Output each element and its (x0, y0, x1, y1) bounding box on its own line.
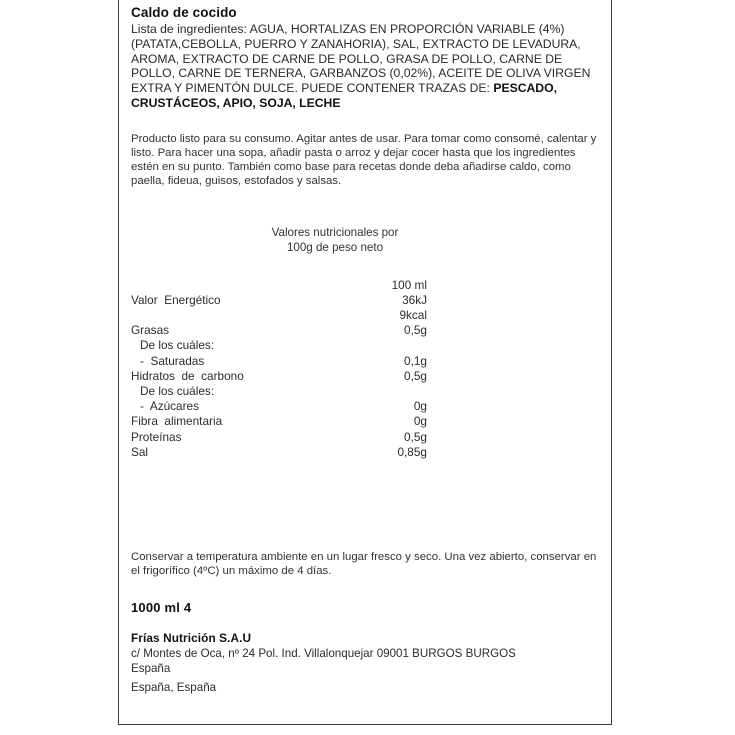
nutrition-row-value: 36kJ (402, 292, 427, 307)
nutrition-row-label (131, 278, 356, 293)
nutrition-row-value: 0,5g (404, 323, 427, 338)
nutrition-row-label: Valor Energético (131, 292, 221, 307)
company-country: España (131, 662, 171, 675)
nutrition-facts-table (131, 278, 427, 460)
net-volume: 1000 ml 4 (131, 600, 192, 615)
table-row (131, 414, 427, 429)
nutrition-row-value: 0g (413, 414, 427, 429)
table-row (131, 338, 427, 353)
nutrition-row-label: Proteínas (131, 429, 182, 444)
table-row (131, 293, 427, 308)
preparation-instructions: Producto listo para su consumo. Agitar antes de usar. Para tomar como consomé, calentar y listo. Para hacer una sopa, añadir pasta o arroz y dejar cocer hasta que los ingredientes estén en su punto. También como base para recetas donde deba añadirse caldo, como paella, fideua, guisos, estofados y salsas. (131, 132, 597, 188)
nutrition-row-value: 0,1g (404, 353, 427, 368)
manufacturer-block (131, 631, 601, 695)
allergen-list: PESCADO, CRUSTÁCEOS, APIO, SOJA, LECHE (131, 81, 557, 110)
ingredients-text: Lista de ingredientes: AGUA, HORTALIZAS EN PROPORCIÓN VARIABLE (4%) (PATATA,CEBOLLA, PUERRO Y ZANAHORIA), SAL, EXTRACTO DE LEVADURA, AROMA, EXTRACTO DE CARNE DE POLLO, GRASA DE POLLO, CARNE DE POLLO, CARNE DE TERNERA, GARBANZOS (0,02%), ACEITE DE OLIVA VIRGEN EXTRA Y PIMENTÓN DULCE. PUEDE CONTENER TRAZAS DE: (131, 22, 591, 96)
nutrition-row-label: - Azúcares (140, 399, 200, 414)
nutrition-row-label: De los cuáles: (140, 338, 215, 353)
nutrition-row-value: 9kcal (399, 308, 427, 322)
nutrition-row-label: Fibra alimentaria (131, 414, 223, 429)
nutrition-column-header: 100 ml (391, 277, 427, 292)
table-row (131, 369, 427, 384)
table-row (131, 430, 427, 445)
table-row-column-header (131, 278, 427, 293)
nutrition-table-body (131, 278, 427, 460)
nutrition-header-line-2: 100g de peso neto (286, 241, 384, 255)
nutrition-header (127, 225, 603, 256)
nutrition-row-label: Grasas (131, 323, 170, 338)
nutrition-row-label: Hidratos de carbono (131, 368, 244, 383)
nutrition-row-value: 0,5g (404, 368, 427, 383)
table-row (131, 308, 427, 323)
nutrition-row-label: Sal (131, 444, 149, 459)
page-title: Caldo de cocido (131, 5, 237, 20)
table-row (131, 323, 427, 338)
storage-instructions: Conservar a temperatura ambiente en un lugar fresco y seco. Una vez abierto, conservar en el frigorífico (4ºC) un máximo de 4 días. (131, 551, 597, 578)
table-row (131, 445, 427, 460)
table-row (131, 384, 427, 399)
nutrition-row-value (356, 338, 427, 353)
nutrition-row-value: 0,5g (404, 429, 427, 444)
company-name: Frías Nutrición S.A.U (131, 631, 252, 645)
nutrition-header-line-1: Valores nutricionales por (271, 225, 399, 239)
table-row (131, 399, 427, 414)
nutrition-row-label (131, 308, 356, 323)
ingredients-list (131, 22, 607, 111)
nutrition-row-label: - Saturadas (140, 353, 205, 368)
nutrition-label-panel (118, 0, 612, 725)
company-address: c/ Montes de Oca, nº 24 Pol. Ind. Villalonquejar 09001 BURGOS BURGOS (131, 647, 516, 660)
company-countries: España, España (131, 681, 217, 694)
nutrition-row-value: 0,85g (397, 444, 427, 459)
table-row (131, 354, 427, 369)
nutrition-row-label: De los cuáles: (140, 384, 215, 399)
nutrition-row-value: 0g (413, 399, 427, 414)
nutrition-row-value (356, 384, 427, 399)
